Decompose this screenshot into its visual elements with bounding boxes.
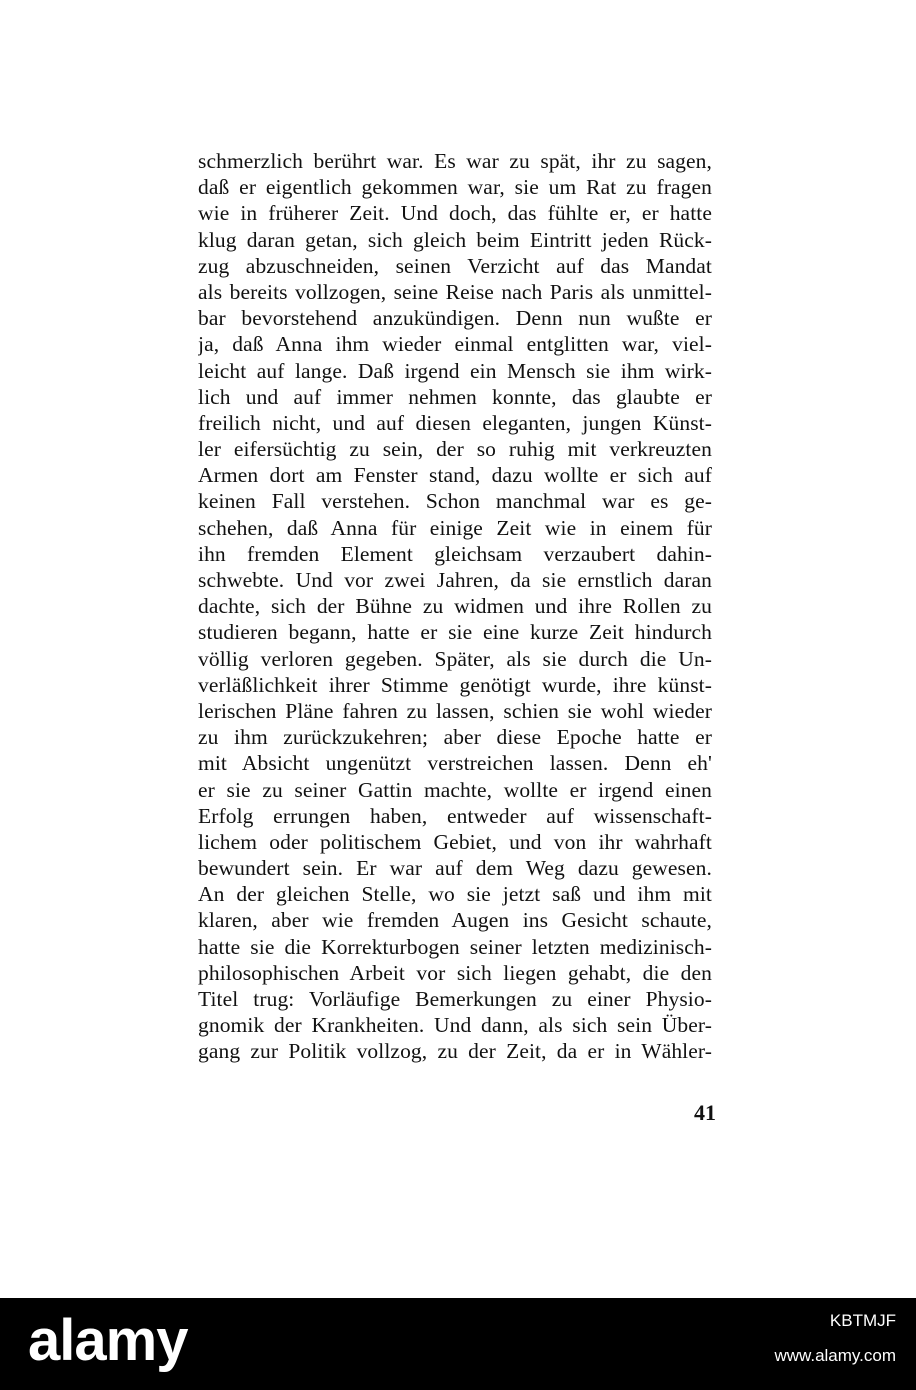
text-line: wie in früherer Zeit. Und doch, das fühlte er, er hatte <box>198 201 712 226</box>
text-line: studieren begann, hatte er sie eine kurze Zeit hindurch <box>198 620 712 645</box>
text-line: philosophischen Arbeit vor sich liegen gehabt, die den <box>198 960 712 985</box>
text-line: Armen dort am Fenster stand, dazu wollte er sich auf <box>198 463 712 488</box>
text-line: zug abzuschneiden, seinen Verzicht auf das Mandat <box>198 253 712 278</box>
text-line: schmerzlich berührt war. Es war zu spät, ihr zu sagen, <box>198 149 712 173</box>
text-line: lerischen Pläne fahren zu lassen, schien sie wohl wieder <box>198 698 712 723</box>
text-line: zu ihm zurückzukehren; aber diese Epoche hatte er <box>198 725 712 750</box>
text-line: gang zur Politik vollzog, zu der Zeit, da er in Wähler- <box>198 1039 712 1064</box>
text-line: als bereits vollzogen, seine Reise nach Paris als unmittel- <box>198 279 712 304</box>
page-number: 41 <box>694 1100 716 1125</box>
text-line: klaren, aber wie fremden Augen ins Gesicht schaute, <box>198 908 712 933</box>
text-line: Titel trug: Vorläufige Bemerkungen zu einer Physio- <box>198 987 712 1011</box>
text-line: An der gleichen Stelle, wo sie jetzt saß und ihm mit <box>198 882 712 907</box>
text-line: er sie zu seiner Gattin machte, wollte er irgend einen <box>198 777 712 802</box>
text-line: leicht auf lange. Daß irgend ein Mensch sie ihm wirk- <box>198 358 712 383</box>
text-line: schehen, daß Anna für einige Zeit wie in einem für <box>198 515 712 540</box>
text-line: klug daran getan, sich gleich beim Eintritt jeden Rück- <box>198 227 712 252</box>
text-line: keinen Fall verstehen. Schon manchmal war es ge- <box>198 489 712 514</box>
body-text <box>198 148 712 1065</box>
text-line: bar bevorstehend anzukündigen. Denn nun wußte er <box>198 306 712 331</box>
text-line: schwebte. Und vor zwei Jahren, da sie ernstlich daran <box>198 568 712 592</box>
text-line: bewundert sein. Er war auf dem Weg dazu gewesen. <box>198 856 712 881</box>
text-line: lichem oder politischem Gebiet, und von ihr wahrhaft <box>198 829 712 854</box>
text-line: daß er eigentlich gekommen war, sie um Rat zu fragen <box>198 175 712 200</box>
text-line: ja, daß Anna ihm wieder einmal entglitten war, viel- <box>198 332 712 357</box>
text-line: Erfolg errungen haben, entweder auf wissenschaft- <box>198 803 712 828</box>
text-line: verläßlichkeit ihrer Stimme genötigt wurde, ihre künst- <box>198 672 712 697</box>
text-line: ler eifersüchtig zu sein, der so ruhig mit verkreuzten <box>198 437 712 462</box>
text-line: dachte, sich der Bühne zu widmen und ihre Rollen zu <box>198 594 712 619</box>
text-line: ihn fremden Element gleichsam verzaubert dahin- <box>198 541 712 566</box>
text-line: freilich nicht, und auf diesen eleganten, jungen Künst- <box>198 410 712 435</box>
watermark-logo: alamy <box>28 1308 188 1373</box>
watermark-image-id: KBTMJF <box>829 1311 896 1330</box>
text-line: mit Absicht ungenützt verstreichen lassen. Denn eh' <box>198 751 712 776</box>
text-line: hatte sie die Korrekturbogen seiner letzten medizinisch- <box>198 934 712 959</box>
text-line: völlig verloren gegeben. Später, als sie durch die Un- <box>198 646 712 671</box>
text-line: gnomik der Krankheiten. Und dann, als sich sein Über- <box>198 1013 712 1038</box>
text-line: lich und auf immer nehmen konnte, das glaubte er <box>198 384 712 409</box>
watermark-url: www.alamy.com <box>774 1346 896 1365</box>
